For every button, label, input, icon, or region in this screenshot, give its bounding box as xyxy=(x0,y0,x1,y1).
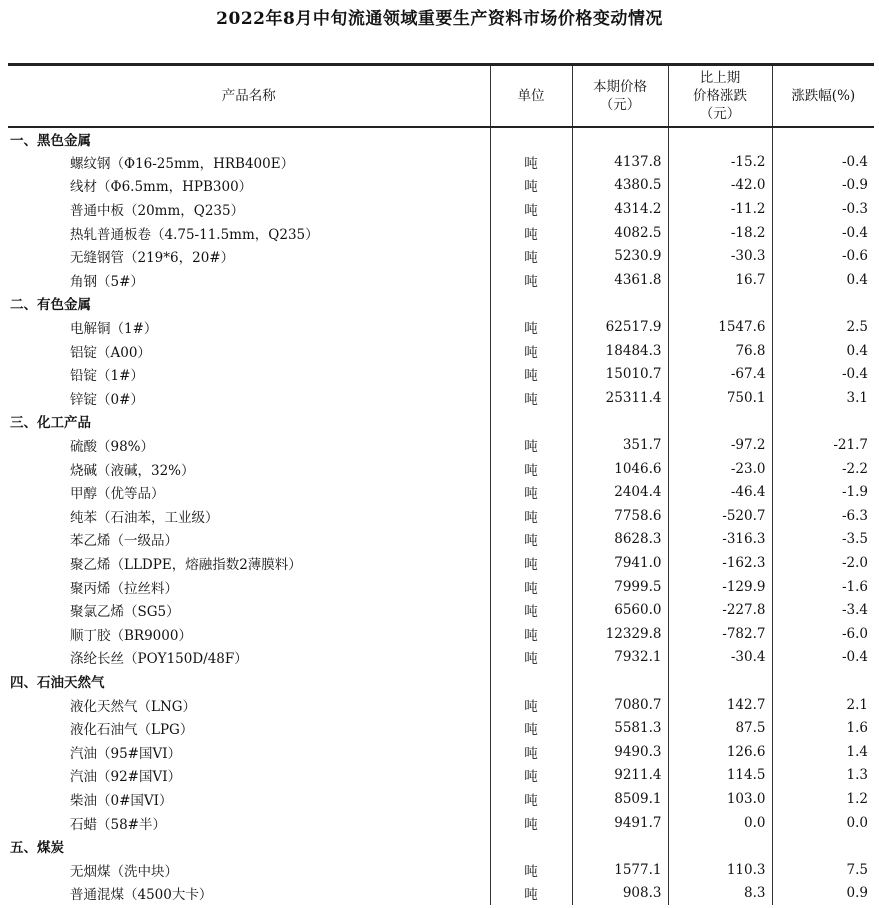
change-cell: 0.0 xyxy=(668,811,772,835)
pct-cell: -6.0 xyxy=(772,622,874,646)
change-cell: -30.4 xyxy=(668,646,772,670)
unit-cell: 吨 xyxy=(490,787,572,811)
pct-cell xyxy=(772,410,874,434)
table-row xyxy=(8,575,874,599)
pct-cell: -6.3 xyxy=(772,504,874,528)
product-name: 柴油（0#国VI） xyxy=(70,792,173,809)
pct-cell: 1.2 xyxy=(772,787,874,811)
change-cell: -67.4 xyxy=(668,362,772,386)
header-unit: 单位 xyxy=(490,65,572,127)
unit-cell: 吨 xyxy=(490,716,572,740)
category-row xyxy=(8,669,874,693)
category-row xyxy=(8,834,874,858)
category-name: 四、石油天然气 xyxy=(10,674,105,691)
change-cell: -227.8 xyxy=(668,598,772,622)
price-cell: 7999.5 xyxy=(572,575,668,599)
price-cell: 25311.4 xyxy=(572,386,668,410)
category-name: 五、煤炭 xyxy=(10,840,64,857)
unit-cell: 吨 xyxy=(490,551,572,575)
table-row xyxy=(8,882,874,906)
price-cell: 2404.4 xyxy=(572,480,668,504)
pct-cell: 1.3 xyxy=(772,764,874,788)
pct-cell: -0.4 xyxy=(772,221,874,245)
price-cell: 4380.5 xyxy=(572,174,668,198)
pct-cell: 7.5 xyxy=(772,858,874,882)
category-name: 三、化工产品 xyxy=(10,415,91,432)
table-row xyxy=(8,716,874,740)
product-name: 线材（Φ6.5mm，HPB300） xyxy=(70,179,253,196)
price-cell: 9490.3 xyxy=(572,740,668,764)
change-cell: -162.3 xyxy=(668,551,772,575)
pct-cell: 1.4 xyxy=(772,740,874,764)
change-cell: -520.7 xyxy=(668,504,772,528)
change-cell: -97.2 xyxy=(668,433,772,457)
change-cell xyxy=(668,834,772,858)
unit-cell: 吨 xyxy=(490,315,572,339)
change-cell: -316.3 xyxy=(668,528,772,552)
table-row xyxy=(8,197,874,221)
unit-cell: 吨 xyxy=(490,811,572,835)
price-cell: 18484.3 xyxy=(572,339,668,363)
change-cell: 16.7 xyxy=(668,268,772,292)
price-cell xyxy=(572,292,668,316)
pct-cell xyxy=(772,292,874,316)
table-row xyxy=(8,764,874,788)
product-name: 甲醇（优等品） xyxy=(70,486,165,503)
unit-cell: 吨 xyxy=(490,575,572,599)
product-name: 涤纶长丝（POY150D/48F） xyxy=(70,651,248,668)
pct-cell: -1.9 xyxy=(772,480,874,504)
table-body xyxy=(8,127,874,906)
change-cell: 87.5 xyxy=(668,716,772,740)
product-name: 聚乙烯（LLDPE，熔融指数2薄膜料） xyxy=(70,556,302,573)
pct-cell: -2.0 xyxy=(772,551,874,575)
product-name: 苯乙烯（一级品） xyxy=(70,533,178,550)
header-pct: 涨跌幅(%) xyxy=(772,65,874,127)
page-title: 2022年8月中旬流通领域重要生产资料市场价格变动情况 xyxy=(216,9,663,29)
product-name: 无缝钢管（219*6，20#） xyxy=(70,250,235,267)
change-cell: 103.0 xyxy=(668,787,772,811)
product-name: 电解铜（1#） xyxy=(70,321,158,338)
pct-cell xyxy=(772,127,874,151)
table-row xyxy=(8,622,874,646)
pct-cell xyxy=(772,669,874,693)
table-row xyxy=(8,386,874,410)
table-row xyxy=(8,150,874,174)
price-cell: 7080.7 xyxy=(572,693,668,717)
unit-cell: 吨 xyxy=(490,457,572,481)
product-name: 汽油（95#国VI） xyxy=(70,745,182,762)
table-row xyxy=(8,268,874,292)
header-change: 比上期 价格涨跌 （元） xyxy=(668,65,772,127)
pct-cell: 2.1 xyxy=(772,693,874,717)
category-row xyxy=(8,292,874,316)
change-cell: 8.3 xyxy=(668,882,772,906)
unit-cell: 吨 xyxy=(490,174,572,198)
change-cell xyxy=(668,127,772,151)
table-row xyxy=(8,693,874,717)
unit-cell: 吨 xyxy=(490,646,572,670)
product-name: 顺丁胶（BR9000） xyxy=(70,627,192,644)
product-name: 螺纹钢（Φ16-25mm，HRB400E） xyxy=(70,155,295,172)
change-cell xyxy=(668,669,772,693)
price-cell xyxy=(572,410,668,434)
product-name: 聚氯乙烯（SG5） xyxy=(70,604,180,621)
unit-cell: 吨 xyxy=(490,622,572,646)
product-name: 锌锭（0#） xyxy=(70,391,144,408)
change-cell: -129.9 xyxy=(668,575,772,599)
table-row xyxy=(8,221,874,245)
unit-cell: 吨 xyxy=(490,150,572,174)
price-cell xyxy=(572,127,668,151)
table-row xyxy=(8,315,874,339)
price-cell: 7932.1 xyxy=(572,646,668,670)
unit-cell: 吨 xyxy=(490,764,572,788)
table-header xyxy=(8,65,874,127)
product-name: 无烟煤（洗中块） xyxy=(70,863,178,880)
price-cell: 15010.7 xyxy=(572,362,668,386)
table-row xyxy=(8,811,874,835)
product-name: 普通混煤（4500大卡） xyxy=(70,887,213,904)
pct-cell: -3.4 xyxy=(772,598,874,622)
unit-cell: 吨 xyxy=(490,221,572,245)
unit-cell xyxy=(490,834,572,858)
header-price: 本期价格 （元） xyxy=(572,65,668,127)
change-cell: -15.2 xyxy=(668,150,772,174)
change-cell: -23.0 xyxy=(668,457,772,481)
change-cell: -11.2 xyxy=(668,197,772,221)
change-cell: -30.3 xyxy=(668,244,772,268)
table-row xyxy=(8,740,874,764)
change-cell: 142.7 xyxy=(668,693,772,717)
product-name: 液化石油气（LPG） xyxy=(70,722,194,739)
price-cell: 12329.8 xyxy=(572,622,668,646)
change-cell: -42.0 xyxy=(668,174,772,198)
table-row xyxy=(8,598,874,622)
product-name: 汽油（92#国VI） xyxy=(70,769,182,786)
product-name: 铅锭（1#） xyxy=(70,368,144,385)
price-cell: 8628.3 xyxy=(572,528,668,552)
pct-cell: 2.5 xyxy=(772,315,874,339)
product-name: 铝锭（A00） xyxy=(70,344,151,361)
change-cell: 110.3 xyxy=(668,858,772,882)
pct-cell: -0.4 xyxy=(772,362,874,386)
unit-cell: 吨 xyxy=(490,504,572,528)
unit-cell xyxy=(490,410,572,434)
pct-cell: 0.0 xyxy=(772,811,874,835)
price-cell: 9211.4 xyxy=(572,764,668,788)
price-cell: 1577.1 xyxy=(572,858,668,882)
price-cell: 7941.0 xyxy=(572,551,668,575)
change-cell: -782.7 xyxy=(668,622,772,646)
change-cell: 76.8 xyxy=(668,339,772,363)
unit-cell: 吨 xyxy=(490,244,572,268)
price-cell: 6560.0 xyxy=(572,598,668,622)
pct-cell: -0.4 xyxy=(772,150,874,174)
unit-cell xyxy=(490,292,572,316)
pct-cell: -2.2 xyxy=(772,457,874,481)
unit-cell: 吨 xyxy=(490,386,572,410)
pct-cell: -3.5 xyxy=(772,528,874,552)
table-row xyxy=(8,551,874,575)
price-cell: 5230.9 xyxy=(572,244,668,268)
pct-cell: 1.6 xyxy=(772,716,874,740)
price-cell: 8509.1 xyxy=(572,787,668,811)
pct-cell: 0.4 xyxy=(772,268,874,292)
product-name: 烧碱（液碱，32%） xyxy=(70,462,195,479)
pct-cell: -0.6 xyxy=(772,244,874,268)
unit-cell: 吨 xyxy=(490,362,572,386)
unit-cell: 吨 xyxy=(490,197,572,221)
price-cell: 908.3 xyxy=(572,882,668,906)
change-cell: 126.6 xyxy=(668,740,772,764)
price-cell: 4137.8 xyxy=(572,150,668,174)
change-cell: 750.1 xyxy=(668,386,772,410)
pct-cell: 0.4 xyxy=(772,339,874,363)
category-row xyxy=(8,410,874,434)
change-cell: -18.2 xyxy=(668,221,772,245)
price-cell: 5581.3 xyxy=(572,716,668,740)
table-row xyxy=(8,504,874,528)
table-row xyxy=(8,457,874,481)
table-row xyxy=(8,646,874,670)
table-row xyxy=(8,528,874,552)
price-cell: 351.7 xyxy=(572,433,668,457)
pct-cell: -1.6 xyxy=(772,575,874,599)
pct-cell: 0.9 xyxy=(772,882,874,906)
pct-cell: -21.7 xyxy=(772,433,874,457)
table-row xyxy=(8,174,874,198)
category-name: 二、有色金属 xyxy=(10,297,91,314)
product-name: 热轧普通板卷（4.75-11.5mm，Q235） xyxy=(70,226,319,243)
table-row xyxy=(8,480,874,504)
change-cell xyxy=(668,292,772,316)
price-cell: 9491.7 xyxy=(572,811,668,835)
unit-cell xyxy=(490,669,572,693)
pct-cell: -0.9 xyxy=(772,174,874,198)
unit-cell: 吨 xyxy=(490,598,572,622)
table-row xyxy=(8,433,874,457)
unit-cell: 吨 xyxy=(490,480,572,504)
change-cell: 1547.6 xyxy=(668,315,772,339)
table-row xyxy=(8,787,874,811)
category-name: 一、黑色金属 xyxy=(10,132,91,149)
change-cell: -46.4 xyxy=(668,480,772,504)
table-row xyxy=(8,858,874,882)
price-cell: 4082.5 xyxy=(572,221,668,245)
price-cell: 1046.6 xyxy=(572,457,668,481)
change-cell xyxy=(668,410,772,434)
pct-cell: 3.1 xyxy=(772,386,874,410)
pct-cell: -0.4 xyxy=(772,646,874,670)
change-cell: 114.5 xyxy=(668,764,772,788)
unit-cell: 吨 xyxy=(490,740,572,764)
table-row xyxy=(8,339,874,363)
unit-cell: 吨 xyxy=(490,858,572,882)
table-row xyxy=(8,244,874,268)
table-row xyxy=(8,362,874,386)
price-cell: 4361.8 xyxy=(572,268,668,292)
price-cell xyxy=(572,834,668,858)
product-name: 硫酸（98%） xyxy=(70,439,155,456)
unit-cell xyxy=(490,127,572,151)
price-cell: 62517.9 xyxy=(572,315,668,339)
unit-cell: 吨 xyxy=(490,882,572,906)
unit-cell: 吨 xyxy=(490,339,572,363)
product-name: 聚丙烯（拉丝料） xyxy=(70,580,178,597)
category-row xyxy=(8,127,874,151)
product-name: 石蜡（58#半） xyxy=(70,816,166,833)
price-cell: 7758.6 xyxy=(572,504,668,528)
unit-cell: 吨 xyxy=(490,433,572,457)
product-name: 纯苯（石油苯，工业级） xyxy=(70,509,219,526)
unit-cell: 吨 xyxy=(490,528,572,552)
header-name: 产品名称 xyxy=(8,65,490,127)
pct-cell xyxy=(772,834,874,858)
price-table xyxy=(8,63,874,905)
product-name: 液化天然气（LNG） xyxy=(70,698,197,715)
price-cell xyxy=(572,669,668,693)
price-cell: 4314.2 xyxy=(572,197,668,221)
product-name: 普通中板（20mm，Q235） xyxy=(70,203,245,220)
unit-cell: 吨 xyxy=(490,693,572,717)
pct-cell: -0.3 xyxy=(772,197,874,221)
unit-cell: 吨 xyxy=(490,268,572,292)
product-name: 角钢（5#） xyxy=(70,273,144,290)
